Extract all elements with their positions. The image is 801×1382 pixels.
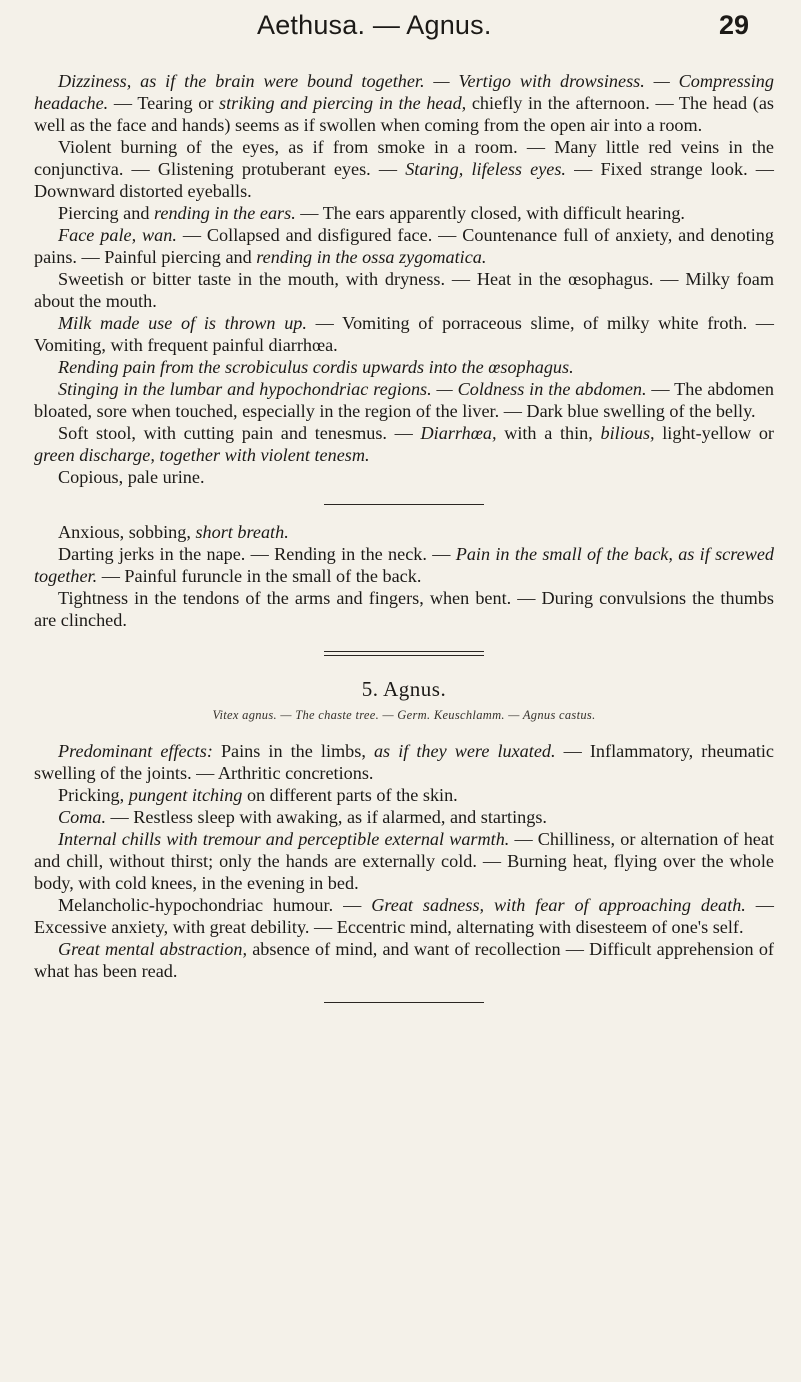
text: — The ears apparently closed, with difficult hearing. xyxy=(295,203,685,223)
text: Darting jerks in the nape. — Rending in the neck. — xyxy=(58,544,456,564)
aethusa-mouth-symptoms: Sweetish or bitter taste in the mouth, with dryness. — Heat in the œsophagus. — Milky foam about the mouth. xyxy=(34,269,774,311)
text: Pricking, xyxy=(58,785,129,805)
text: — Inflammatory, rheumatic swelling of the joints. — Arthritic concretions. xyxy=(34,741,775,783)
italic-text: Great mental abstraction, xyxy=(58,939,248,959)
italic-text: Face pale, wan. xyxy=(58,225,177,245)
agnus-mood-symptoms xyxy=(34,894,774,938)
text: Melancholic-hypochondriac humour. — xyxy=(58,895,372,915)
section-title: 5. Agnus. xyxy=(361,677,447,701)
aethusa-vomiting-symptoms xyxy=(34,312,774,356)
italic-text: pungent itching xyxy=(128,785,243,805)
italic-text: Coma. xyxy=(58,807,106,827)
aethusa-limb-symptoms: Tightness in the tendons of the arms and fingers, when bent. — During convulsions the thumbs are clinched. xyxy=(34,588,774,630)
running-title: Aethusa. — Agnus. xyxy=(257,10,492,40)
section-synonyms: Vitex agnus. — The chaste tree. — Germ. Keuschlamm. — Agnus castus. xyxy=(212,708,596,722)
italic-text: green discharge, together with violent tenesm. xyxy=(34,445,370,465)
text: — Fixed strange look. — Downward distorted eyeballs. xyxy=(34,159,774,201)
aethusa-abdomen-symptoms xyxy=(34,378,774,422)
italic-text: bilious, xyxy=(600,423,655,443)
text: — The abdomen bloated, sore when touched, especially in the region of the liver. — Dark blue swelling of the belly. xyxy=(34,379,774,421)
agnus-sleep-symptoms xyxy=(34,806,774,828)
agnus-skin-symptoms xyxy=(34,784,774,806)
agnus-mind-symptoms xyxy=(34,938,774,982)
aethusa-eye-symptoms xyxy=(34,136,774,202)
aethusa-urine-symptoms: Copious, pale urine. xyxy=(58,467,205,487)
italic-text: Milk made use of is thrown up. xyxy=(58,313,307,333)
aethusa-breath-symptoms xyxy=(34,521,774,543)
aethusa-ear-symptoms xyxy=(34,202,774,224)
text: — Vomiting of porraceous slime, of milky white froth. — Vomiting, with frequent painful diarrhœa. xyxy=(34,313,774,355)
italic-text: Rending pain from the scrobiculus cordis upwards into the œsophagus. xyxy=(58,357,574,377)
italic-text: Pain in the small of the back, as if screwed together. xyxy=(34,544,774,586)
aethusa-stomach-symptoms xyxy=(34,356,774,378)
text: — Chilliness, or alternation of heat and chill, without thirst; only the hands are externally cold. — Burning heat, flying over the whole body, with cold knees, in the evening in bed. xyxy=(34,829,775,893)
text: Soft stool, with cutting pain and tenesmus. — xyxy=(58,423,421,443)
text: — Excessive anxiety, with great debility. — Eccentric mind, alternating with disesteem of one's self. xyxy=(34,895,774,937)
italic-text: Internal chills with tremour and perceptible external warmth. xyxy=(58,829,510,849)
italic-text: short breath. xyxy=(195,522,289,542)
text: — Collapsed and disfigured face. — Countenance full of anxiety, and denoting pains. — Painful piercing and xyxy=(34,225,774,267)
italic-text: Dizziness, as if the brain were bound together. — Vertigo with drowsiness. — Compressing headache. xyxy=(34,71,774,113)
text: Piercing and xyxy=(58,203,154,223)
text: Violent burning of the eyes, as if from smoke in a room. — Many little red veins in the conjunctiva. — Glistening protuberant eyes. — xyxy=(34,137,774,179)
aethusa-face-symptoms xyxy=(34,224,774,268)
page-header xyxy=(0,10,801,50)
divider xyxy=(324,504,484,505)
italic-text: Staring, lifeless eyes. xyxy=(405,159,566,179)
italic-text: Diarrhœa, xyxy=(420,423,497,443)
text: light-yellow or xyxy=(654,423,774,443)
text: with a thin, xyxy=(496,423,601,443)
italic-text: Stinging in the lumbar and hypochondriac regions. — Coldness in the abdomen. xyxy=(58,379,647,399)
italic-text: rending in the ears. xyxy=(153,203,296,223)
agnus-fever-symptoms xyxy=(34,828,774,894)
aethusa-stool-symptoms xyxy=(34,422,774,466)
aethusa-head-symptoms xyxy=(34,70,774,136)
text: — Tearing or xyxy=(108,93,220,113)
text: on different parts of the skin. xyxy=(242,785,458,805)
page-body xyxy=(34,70,774,1003)
text: Pains in the limbs, xyxy=(212,741,374,761)
italic-text: striking and piercing in the head, xyxy=(219,93,467,113)
text: absence of mind, and want of recollection — Difficult apprehension of what has been read. xyxy=(34,939,774,981)
italic-text: as if they were luxated. xyxy=(373,741,556,761)
text: — Painful furuncle in the small of the back. xyxy=(97,566,422,586)
section-divider xyxy=(324,651,484,656)
italic-text: rending in the ossa zygomatica. xyxy=(256,247,487,267)
page-number: 29 xyxy=(719,10,750,40)
italic-text: Great sadness, with fear of approaching death. xyxy=(371,895,746,915)
divider xyxy=(324,1002,484,1003)
text: chiefly in the afternoon. — The head (as well as the face and hands) seems as if swollen when coming from the open air into a room. xyxy=(34,93,774,135)
text: Anxious, sobbing, xyxy=(58,522,196,542)
italic-text: Predominant effects: xyxy=(58,741,213,761)
text: — Restless sleep with awaking, as if alarmed, and startings. xyxy=(106,807,547,827)
aethusa-back-symptoms xyxy=(34,543,774,587)
agnus-predominant-effects xyxy=(34,740,774,784)
